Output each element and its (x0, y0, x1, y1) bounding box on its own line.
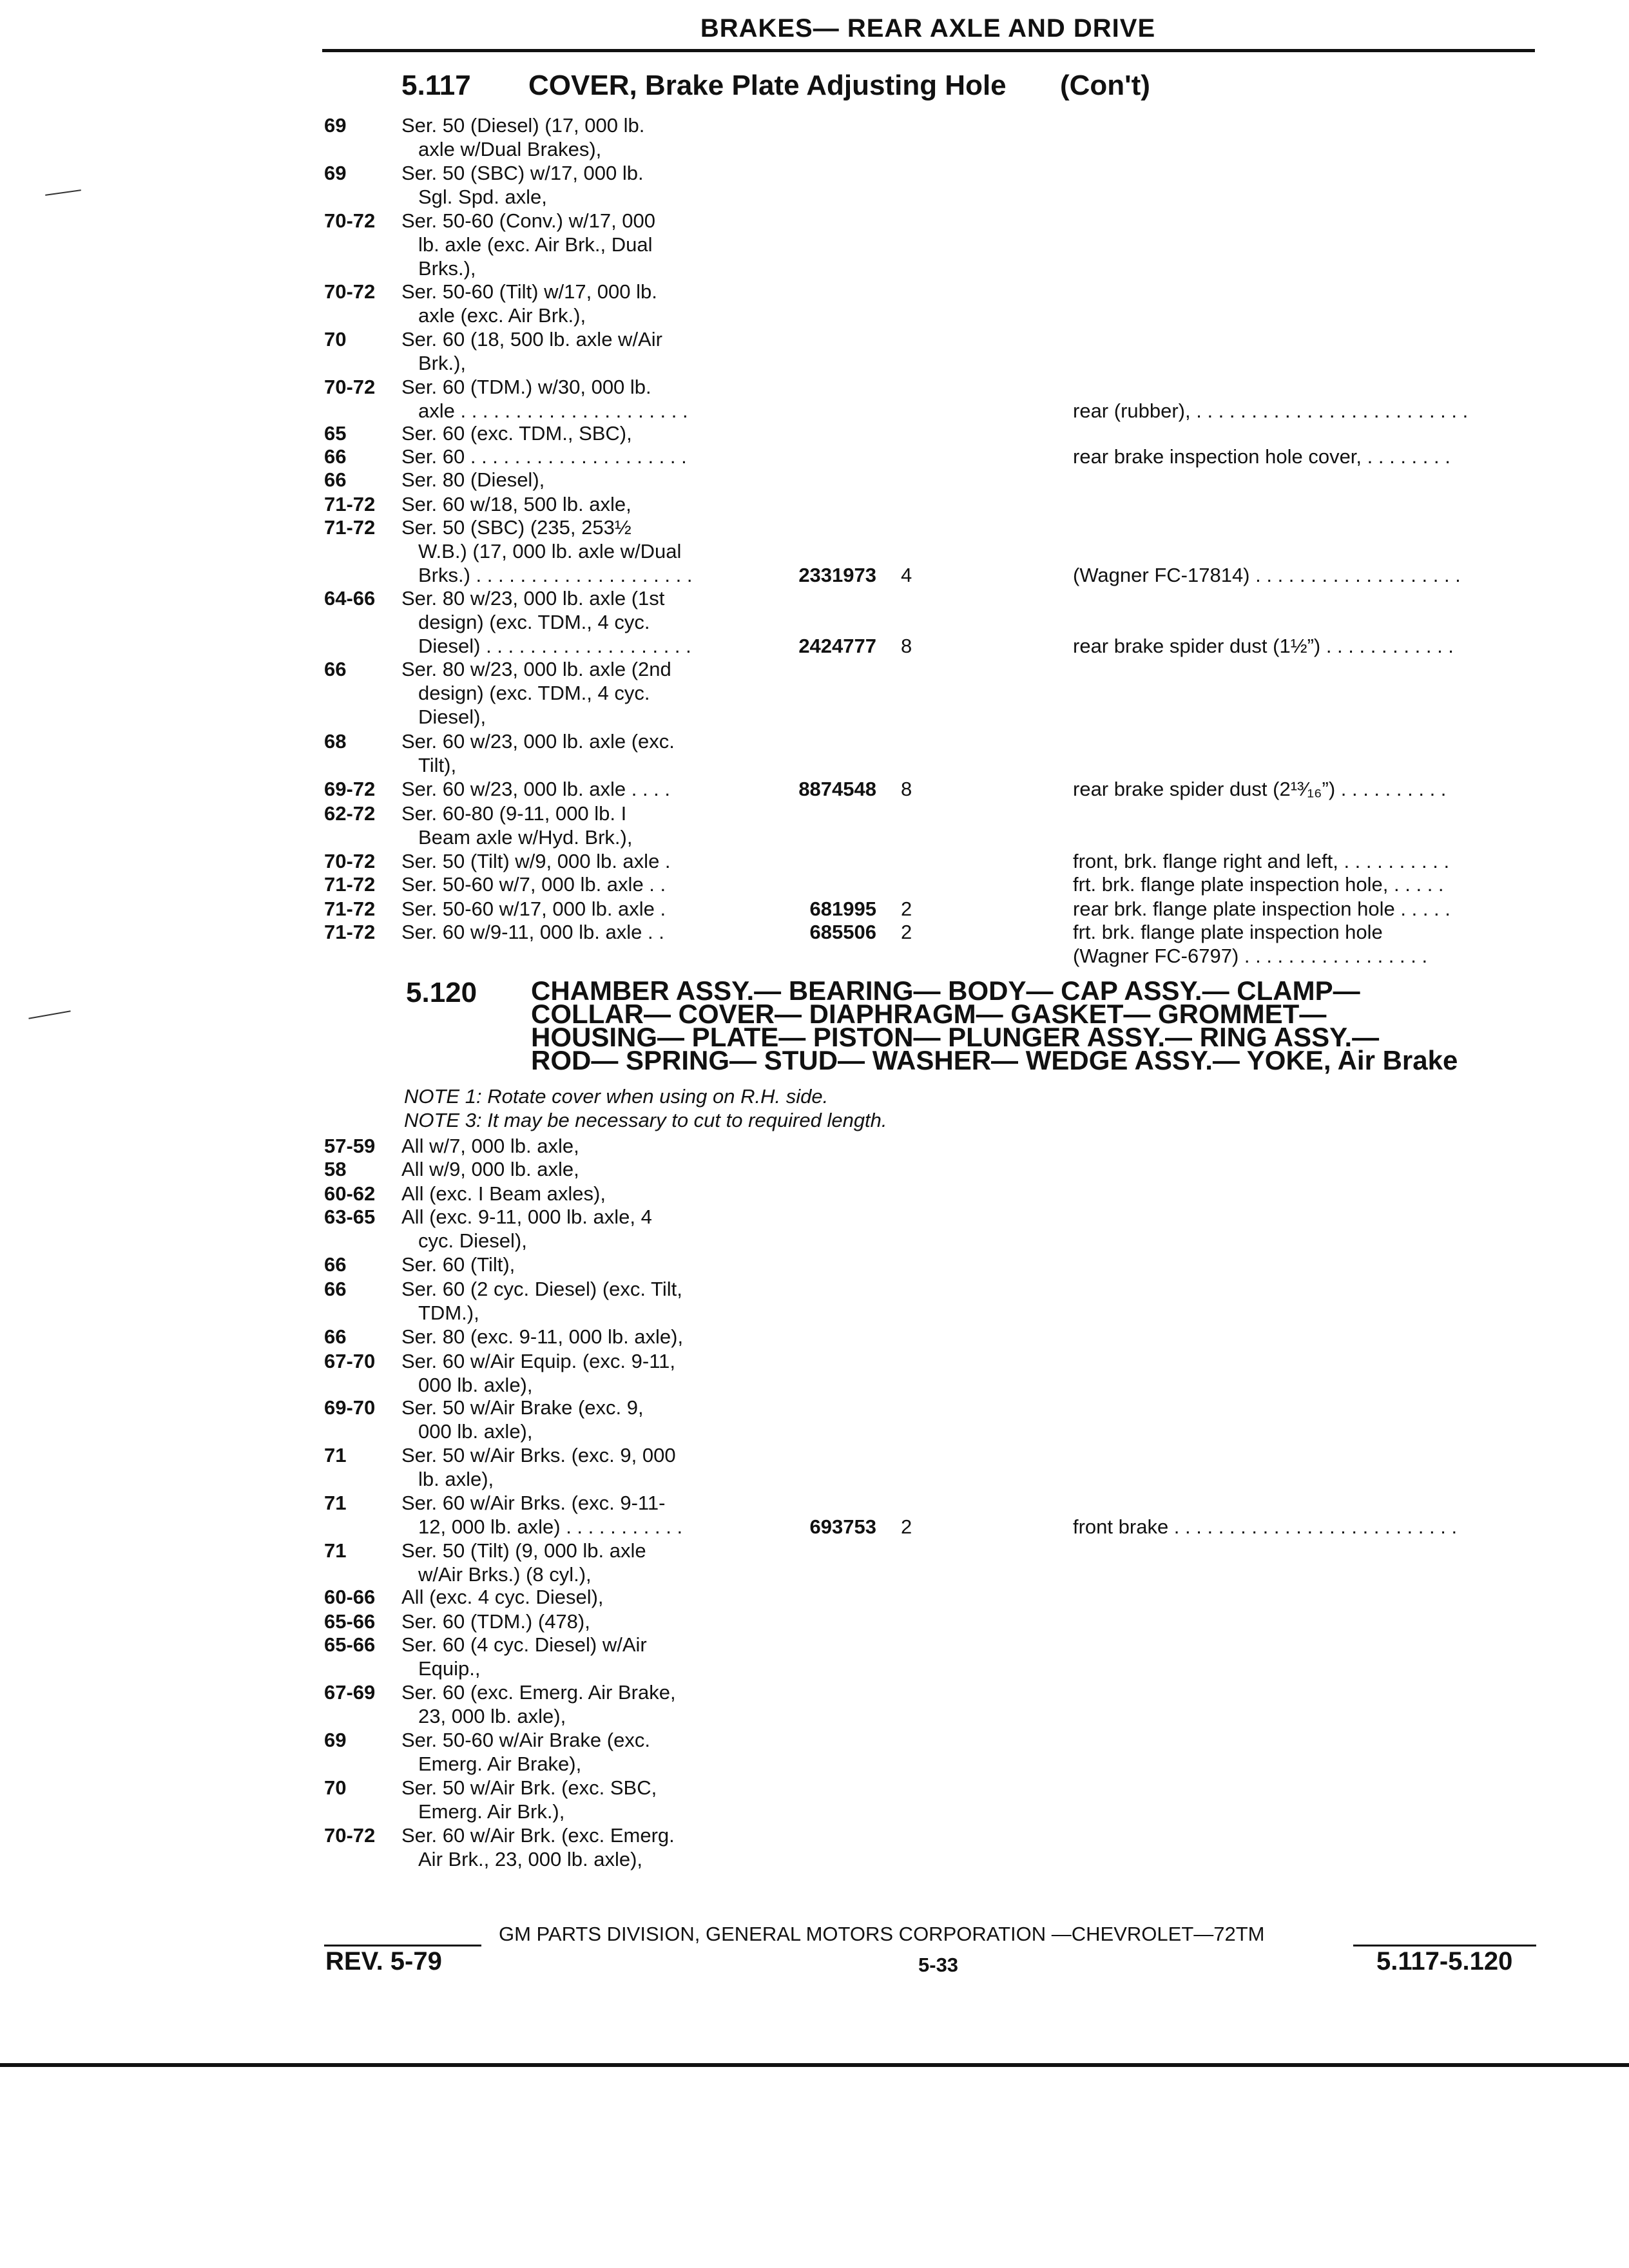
quantity: 2 (901, 898, 912, 920)
section-title-line: HOUSING— PLATE— PISTON— PLUNGER ASSY.— RING ASSY.— (531, 1022, 1380, 1052)
footer-section-range: 5.117-5.120 (1376, 1947, 1513, 1975)
description-line: Ser. 80 w/23, 000 lb. axle (1st (401, 587, 665, 610)
part-number: 681995 (809, 898, 876, 920)
part-remark (1073, 1491, 1457, 1539)
application-description (401, 657, 671, 729)
model-year: 70-72 (324, 209, 376, 232)
model-year: 70 (324, 328, 347, 351)
quantity: 4 (901, 564, 912, 586)
description-line: lb. axle (exc. Air Brk., Dual (418, 233, 653, 256)
application-description (401, 586, 691, 658)
description-line: All (exc. I Beam axles), (401, 1182, 606, 1205)
part-remark (1073, 445, 1451, 468)
model-year: 71 (324, 1539, 347, 1562)
remark-line: (Wagner FC-17814) . . . . . . . . . . . . . . . . . . . (1073, 564, 1461, 586)
description-line: Ser. 50-60 w/17, 000 lb. axle . (401, 898, 666, 920)
remark-line: rear brake spider dust (1½”) . . . . . . . . . . . . (1073, 635, 1454, 657)
application-description (401, 1253, 515, 1276)
description-line: Ser. 60 (18, 500 lb. axle w/Air (401, 328, 662, 351)
description-line: TDM.), (418, 1302, 479, 1324)
description-line: Ser. 50 (SBC) (235, 253½ (401, 516, 631, 539)
model-year: 65-66 (324, 1610, 376, 1633)
part-number: 2331973 (798, 564, 876, 586)
section-title-line: ROD— SPRING— STUD— WASHER— WEDGE ASSY.— YOKE, Air Brake (531, 1045, 1458, 1075)
application-description (401, 113, 644, 161)
description-line: Ser. 60 w/9-11, 000 lb. axle . . (401, 921, 664, 943)
description-line: Ser. 80 w/23, 000 lb. axle (2nd (401, 658, 671, 680)
remark-line: front, brk. flange right and left, . . . . . . . . . . (1073, 850, 1450, 872)
model-year: 70-72 (324, 280, 376, 303)
description-line: Ser. 60 (TDM.) (478), (401, 1610, 590, 1633)
part-remark (1073, 399, 1468, 423)
section-number: 5.117 (401, 70, 471, 101)
description-line: 12, 000 lb. axle) . . . . . . . . . . . (418, 1515, 683, 1538)
application-description (401, 209, 655, 280)
section-title-line: CHAMBER ASSY.— BEARING— BODY— CAP ASSY.— CLAMP— (531, 975, 1360, 1006)
footer-rule-right (1353, 1945, 1536, 1946)
application-description (401, 375, 688, 423)
part-remark (1073, 849, 1449, 873)
description-line: Ser. 80 (exc. 9-11, 000 lb. axle), (401, 1325, 684, 1348)
description-line: Ser. 50-60 w/Air Brake (exc. (401, 1729, 650, 1751)
binding-mark (45, 189, 81, 196)
description-line: Ser. 60 (TDM.) w/30, 000 lb. (401, 376, 651, 398)
description-line: Ser. 50 w/Air Brks. (exc. 9, 000 (401, 1444, 676, 1466)
description-line: design) (exc. TDM., 4 cyc. (418, 611, 650, 633)
description-line: Ser. 50-60 w/7, 000 lb. axle . . (401, 873, 666, 896)
application-description (401, 1205, 652, 1253)
application-description (401, 445, 687, 468)
description-line: Ser. 60 (4 cyc. Diesel) w/Air (401, 1633, 647, 1656)
model-year: 70-72 (324, 850, 376, 872)
quantity: 2 (901, 921, 912, 943)
description-line: Ser. 60 w/Air Equip. (exc. 9-11, (401, 1350, 676, 1372)
remark-line (1073, 539, 1461, 563)
part-remark (1073, 586, 1454, 658)
model-year: 66 (324, 468, 347, 491)
description-line: cyc. Diesel), (418, 1229, 527, 1252)
application-description (401, 1157, 579, 1181)
description-line: Ser. 60 w/Air Brks. (exc. 9-11- (401, 1492, 666, 1514)
application-description (401, 1134, 579, 1158)
description-line: lb. axle), (418, 1468, 494, 1490)
model-year: 64-66 (324, 587, 376, 610)
description-line: Ser. 50 (Tilt) w/9, 000 lb. axle . (401, 850, 671, 872)
application-description (401, 280, 657, 327)
note-3: NOTE 3: It may be necessary to cut to required length. (404, 1109, 887, 1131)
page-bottom-rule (0, 2063, 1629, 2067)
description-line: Ser. 60 (exc. TDM., SBC), (401, 422, 632, 445)
application-description (401, 897, 666, 921)
remark-line: frt. brk. flange plate inspection hole, . . . . . (1073, 873, 1444, 896)
application-description (401, 1776, 657, 1823)
description-line: Emerg. Air Brake), (418, 1753, 582, 1775)
part-remark (1073, 897, 1451, 921)
description-line: axle . . . . . . . . . . . . . . . . . . . . . (418, 399, 688, 422)
model-year: 67-69 (324, 1681, 376, 1704)
application-description (401, 802, 632, 849)
application-description (401, 1539, 646, 1586)
description-line: axle (exc. Air Brk.), (418, 304, 586, 327)
description-line: All w/9, 000 lb. axle, (401, 1158, 579, 1180)
remark-line (1073, 1491, 1457, 1515)
description-line: 23, 000 lb. axle), (418, 1705, 566, 1727)
application-description (401, 872, 666, 896)
description-line: W.B.) (17, 000 lb. axle w/Dual (418, 540, 682, 562)
model-year: 70-72 (324, 1824, 376, 1847)
footer-revision: REV. 5-79 (325, 1947, 442, 1975)
remark-line: rear brk. flange plate inspection hole . . . . . (1073, 898, 1451, 920)
description-line: Ser. 60 w/23, 000 lb. axle . . . . (401, 778, 671, 800)
description-line: Equip., (418, 1657, 481, 1680)
description-line: Ser. 60 w/Air Brk. (exc. Emerg. (401, 1824, 675, 1847)
model-year: 71-72 (324, 873, 376, 896)
description-line: All w/7, 000 lb. axle, (401, 1135, 579, 1157)
description-line: All (exc. 9-11, 000 lb. axle, 4 (401, 1206, 652, 1228)
model-year: 58 (324, 1158, 347, 1180)
description-line: Diesel), (418, 706, 487, 728)
application-description (401, 1443, 676, 1491)
description-line: Emerg. Air Brk.), (418, 1800, 565, 1823)
description-line: design) (exc. TDM., 4 cyc. (418, 682, 650, 704)
application-description (401, 1182, 606, 1206)
description-line: Brk.), (418, 352, 467, 374)
description-line: 000 lb. axle), (418, 1374, 533, 1396)
application-description (401, 777, 670, 801)
part-remark (1073, 872, 1444, 896)
model-year: 69 (324, 162, 347, 184)
model-year: 66 (324, 1253, 347, 1276)
application-description (401, 327, 662, 375)
model-year: 71-72 (324, 493, 376, 515)
header-rule (322, 49, 1535, 52)
remark-line (1073, 610, 1454, 634)
description-line: w/Air Brks.) (8 cyl.), (418, 1563, 592, 1586)
description-line: All (exc. 4 cyc. Diesel), (401, 1586, 604, 1608)
footer-rule-left (324, 1945, 481, 1946)
description-line: axle w/Dual Brakes), (418, 138, 602, 160)
description-line: Ser. 50 w/Air Brake (exc. 9, (401, 1396, 644, 1419)
part-remark (1073, 920, 1427, 968)
application-description (401, 920, 664, 944)
model-year: 70 (324, 1776, 347, 1799)
model-year: 66 (324, 1278, 347, 1300)
model-year: 71 (324, 1444, 347, 1466)
model-year: 66 (324, 658, 347, 680)
description-line: Ser. 50 (Diesel) (17, 000 lb. (401, 114, 645, 137)
application-description (401, 849, 671, 873)
section-title (531, 975, 1629, 1075)
description-line: Ser. 50-60 (Conv.) w/17, 000 (401, 209, 656, 232)
remark-line (1073, 515, 1461, 539)
model-year: 65 (324, 422, 347, 445)
remark-line: frt. brk. flange plate inspection hole (1073, 921, 1383, 943)
description-line: Ser. 60 w/18, 500 lb. axle, (401, 493, 631, 515)
description-line: Air Brk., 23, 000 lb. axle), (418, 1848, 643, 1870)
description-line: Ser. 60 (exc. Emerg. Air Brake, (401, 1681, 676, 1704)
description-line: Ser. 60 w/23, 000 lb. axle (exc. (401, 730, 675, 753)
model-year: 67-70 (324, 1350, 376, 1372)
application-description (401, 1680, 676, 1728)
footer-page-number: 5-33 (918, 1954, 959, 1976)
description-line: Beam axle w/Hyd. Brk.), (418, 826, 633, 849)
model-year: 57-59 (324, 1135, 376, 1157)
quantity: 8 (901, 778, 912, 800)
application-description (401, 161, 644, 209)
application-description (401, 1633, 647, 1680)
page-header-title: BRAKES— REAR AXLE AND DRIVE (700, 14, 1156, 43)
description-line: Sgl. Spd. axle, (418, 186, 547, 208)
application-description (401, 1277, 682, 1325)
description-line: Tilt), (418, 754, 457, 776)
application-description (401, 1610, 590, 1633)
model-year: 71-72 (324, 898, 376, 920)
footer-publisher: GM PARTS DIVISION, GENERAL MOTORS CORPORATION —CHEVROLET—72TM (499, 1923, 1265, 1945)
part-number: 2424777 (798, 635, 876, 657)
application-description (401, 1325, 683, 1349)
model-year: 69-72 (324, 778, 376, 800)
description-line: Ser. 80 (Diesel), (401, 468, 545, 491)
section-title-line: COLLAR— COVER— DIAPHRAGM— GASKET— GROMMET— (531, 999, 1327, 1029)
part-remark (1073, 777, 1446, 801)
application-description (401, 515, 692, 587)
section-number: 5.120 (406, 977, 477, 1008)
description-line: Ser. 60 (2 cyc. Diesel) (exc. Tilt, (401, 1278, 682, 1300)
remark-line: rear (rubber), . . . . . . . . . . . . . . . . . . . . . . . . . (1073, 399, 1469, 422)
application-description (401, 1396, 644, 1443)
model-year: 60-62 (324, 1182, 376, 1205)
part-number: 693753 (809, 1515, 876, 1538)
part-number: 8874548 (798, 778, 876, 800)
application-description (401, 1491, 682, 1539)
model-year: 68 (324, 730, 347, 753)
description-line: Ser. 60 . . . . . . . . . . . . . . . . . . . . (401, 445, 687, 468)
model-year: 66 (324, 1325, 347, 1348)
model-year: 62-72 (324, 802, 376, 825)
quantity: 2 (901, 1515, 912, 1538)
model-year: 69 (324, 114, 347, 137)
application-description (401, 1349, 675, 1397)
quantity: 8 (901, 635, 912, 657)
section-title: COVER, Brake Plate Adjusting Hole (528, 70, 1007, 101)
description-line: Ser. 60-80 (9-11, 000 lb. I (401, 802, 627, 825)
part-number: 685506 (809, 921, 876, 943)
application-description (401, 421, 632, 445)
description-line: Brks.) . . . . . . . . . . . . . . . . . . . . (418, 564, 693, 586)
description-line: Ser. 60 (Tilt), (401, 1253, 516, 1276)
model-year: 71 (324, 1492, 347, 1514)
application-description (401, 729, 675, 777)
model-year: 60-66 (324, 1586, 376, 1608)
model-year: 69-70 (324, 1396, 376, 1419)
description-line: Ser. 50-60 (Tilt) w/17, 000 lb. (401, 280, 657, 303)
remark-line: front brake . . . . . . . . . . . . . . . . . . . . . . . . . . (1073, 1515, 1458, 1538)
description-line: Ser. 50 (Tilt) (9, 000 lb. axle (401, 1539, 646, 1562)
remark-line: (Wagner FC-6797) . . . . . . . . . . . . . . . . . (1073, 945, 1428, 967)
binding-mark (28, 1010, 70, 1019)
application-description (401, 1823, 675, 1871)
model-year: 66 (324, 445, 347, 468)
description-line: Brks.), (418, 257, 476, 280)
model-year: 65-66 (324, 1633, 376, 1656)
model-year: 71-72 (324, 516, 376, 539)
model-year: 69 (324, 1729, 347, 1751)
model-year: 63-65 (324, 1206, 376, 1228)
application-description (401, 492, 631, 516)
application-description (401, 1585, 604, 1609)
application-description (401, 1728, 650, 1776)
description-line: Ser. 50 (SBC) w/17, 000 lb. (401, 162, 644, 184)
note-1: NOTE 1: Rotate cover when using on R.H. side. (404, 1085, 829, 1108)
description-line: 000 lb. axle), (418, 1420, 533, 1443)
remark-line: rear brake spider dust (2¹³⁄₁₆”) . . . . . . . . . . (1073, 778, 1447, 800)
remark-line: rear brake inspection hole cover, . . . . . . . . (1073, 445, 1451, 468)
description-line: Ser. 50 w/Air Brk. (exc. SBC, (401, 1776, 657, 1799)
application-description (401, 468, 545, 492)
remark-line (1073, 586, 1454, 610)
model-year: 70-72 (324, 376, 376, 398)
part-remark (1073, 515, 1461, 587)
model-year: 71-72 (324, 921, 376, 943)
description-line: Diesel) . . . . . . . . . . . . . . . . . . . (418, 635, 691, 657)
section-continued-label: (Con't) (1060, 70, 1150, 101)
